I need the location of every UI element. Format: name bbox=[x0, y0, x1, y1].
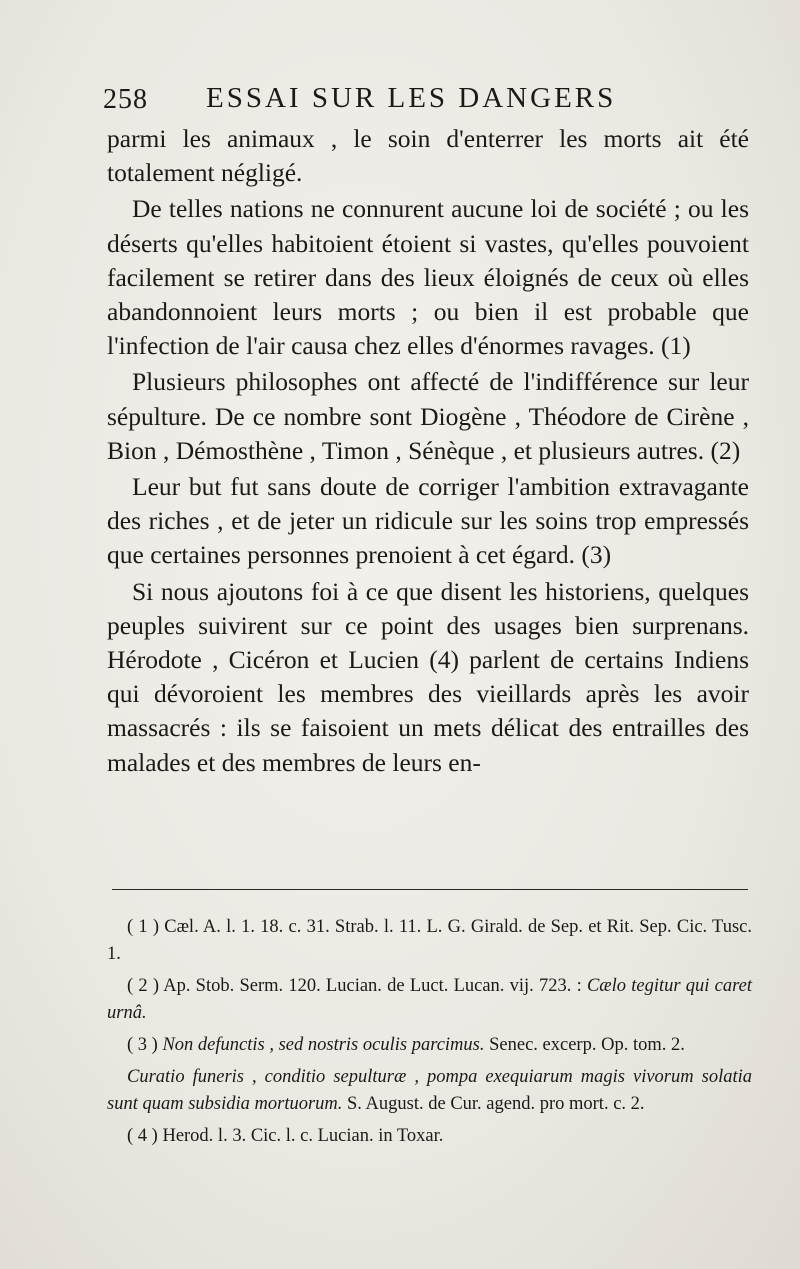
body-text bbox=[107, 122, 749, 780]
page-header bbox=[103, 80, 753, 120]
footnote-marker: ( 2 ) bbox=[127, 976, 160, 996]
footnote-marker: ( 4 ) bbox=[127, 1126, 158, 1146]
footnote-quote: Non defunctis , sed nostris oculis parcimus. bbox=[162, 1035, 485, 1055]
footnote-divider bbox=[112, 889, 748, 890]
paragraph: De telles nations ne connurent aucune loi de société ; ou les déserts qu'elles habitoient étoient si vastes, qu'elles pouvoient facilement se retirer dans des lieux éloignés de ceux où elles abandonnoient leurs morts ; ou bien il est probable que l'infection de l'air causa chez elles d'énormes ravages. (1) bbox=[107, 194, 749, 361]
footnote-2 bbox=[107, 973, 752, 1027]
footnote-text: Senec. excerp. Op. tom. 2. bbox=[489, 1035, 685, 1055]
footnote-quote: Curatio funeris , conditio sepulturæ , pompa exequiarum magis vivorum solatia sunt quam subsidia mortuorum. bbox=[107, 1067, 752, 1114]
footnote-text: S. August. de Cur. agend. pro mort. c. 2. bbox=[347, 1094, 645, 1114]
footnote-3-continued bbox=[107, 1064, 752, 1118]
footnote-text: Ap. Stob. Serm. 120. Lucian. de Luct. Lucan. vij. 723. : bbox=[163, 976, 582, 996]
footnote-marker: ( 3 ) bbox=[127, 1035, 158, 1055]
paragraph: Plusieurs philosophes ont affecté de l'indifférence sur leur sépulture. De ce nombre sont Diogène , Théodore de Cirène , Bion , Démosthène , Timon , Sénèque , et plusieurs autres. (2) bbox=[107, 367, 749, 465]
paragraph: Leur but fut sans doute de corriger l'ambition extravagante des riches , et de jeter un ridicule sur les soins trop empressés que certaines personnes prenoient à cet égard. (3) bbox=[107, 472, 749, 570]
running-title: ESSAI SUR LES DANGERS bbox=[206, 82, 617, 114]
footnote-quote: Cælo tegitur qui caret urnâ. bbox=[107, 976, 752, 1023]
page-number: 258 bbox=[103, 84, 148, 115]
footnote-text: Cæl. A. l. 1. 18. c. 31. Strab. l. 11. L. G. Girald. de Sep. et Rit. Sep. Cic. Tusc. 1. bbox=[107, 917, 752, 964]
footnotes bbox=[107, 914, 752, 1155]
footnote-marker: ( 1 ) bbox=[127, 917, 160, 937]
footnote-4 bbox=[107, 1123, 752, 1150]
paragraph-continuation: parmi les animaux , le soin d'enterrer les morts ait été totalement négligé. bbox=[107, 124, 749, 188]
footnote-1 bbox=[107, 914, 752, 968]
footnote-text: Herod. l. 3. Cic. l. c. Lucian. in Toxar. bbox=[162, 1126, 444, 1146]
paragraph: Si nous ajoutons foi à ce que disent les historiens, quelques peuples suivirent sur ce point des usages bien surprenans. Hérodote , Cicéron et Lucien (4) parlent de certains Indiens qui dévoroient les membres des vieillards après les avoir massacrés : ils se faisoient un mets délicat des entrailles des malades et des membres de leurs en- bbox=[107, 576, 749, 777]
footnote-3 bbox=[107, 1032, 752, 1059]
